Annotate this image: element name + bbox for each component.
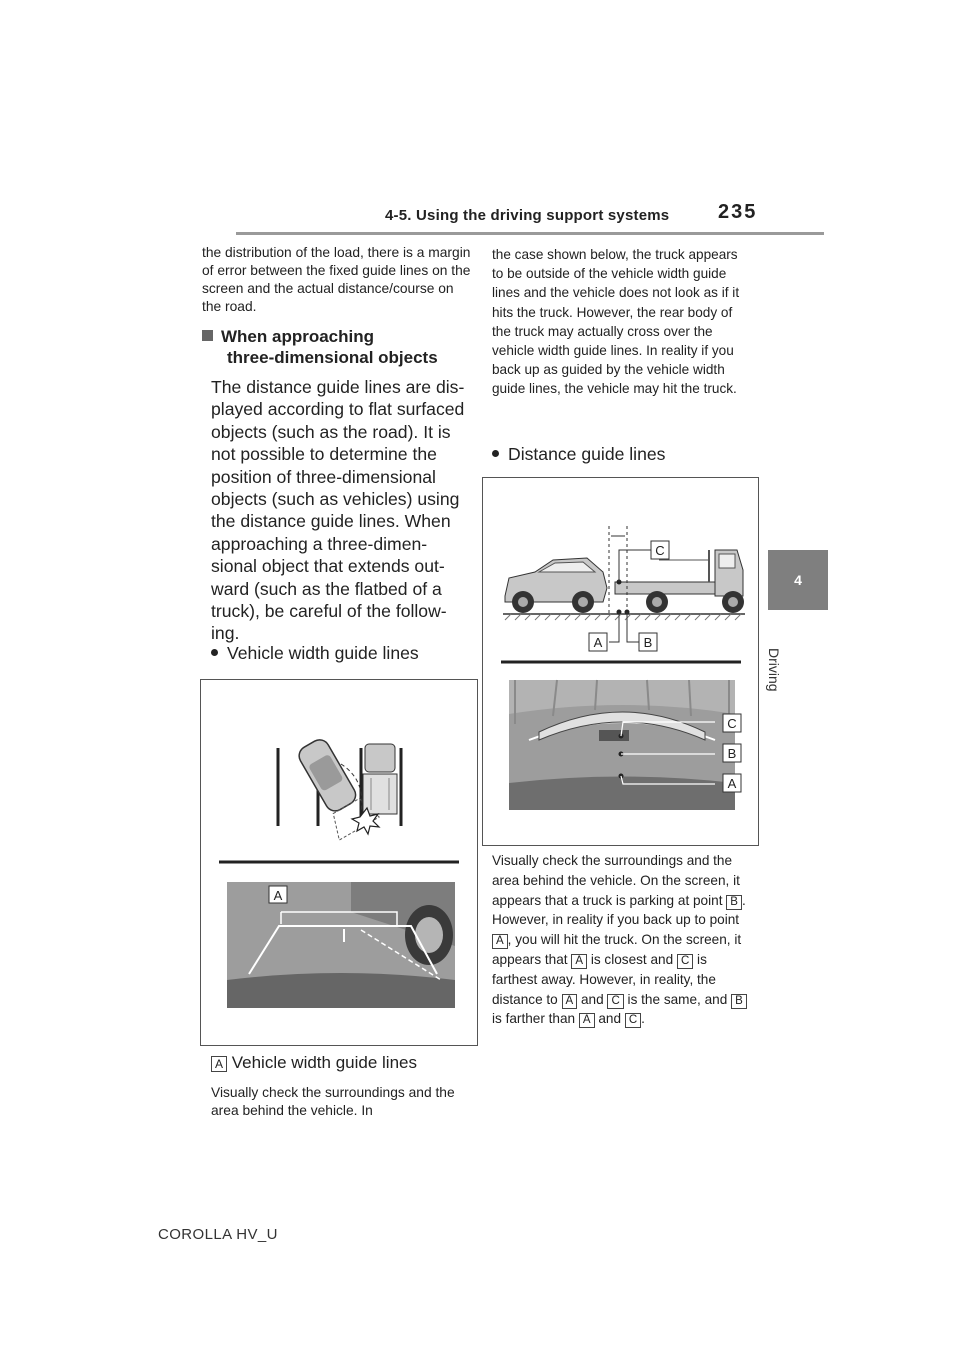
page-number: 235 bbox=[718, 201, 758, 223]
chapter-name: Driving bbox=[766, 648, 782, 692]
section-title: 4-5. Using the driving support systems bbox=[385, 207, 670, 224]
footer-model: COROLLA HV_U bbox=[158, 1226, 278, 1243]
inline-label-a: A bbox=[492, 934, 508, 949]
fig2-screen-label-b: B bbox=[727, 746, 737, 761]
heading-line-1: When approaching bbox=[221, 327, 374, 346]
figure-vehicle-width-illustration bbox=[201, 680, 477, 1045]
right-footnote bbox=[492, 851, 750, 1029]
fig2-screen-label-a: A bbox=[727, 776, 737, 791]
fig2-screen-label-c: C bbox=[727, 716, 737, 731]
bullet-dot-icon bbox=[492, 450, 499, 457]
ground-hatch bbox=[505, 614, 741, 620]
foot-text-1: Visually check the surroundings and the area behind the vehicle. On the screen, it appears that a truck is parking at point bbox=[492, 853, 740, 908]
bullet-label: Vehicle width guide lines bbox=[227, 643, 419, 663]
left-intro-text: the distribution of the load, there is a margin of error between the fixed guide lines on the screen and the actual distance/course on the road. bbox=[202, 245, 471, 314]
figure-distance-guide-lines bbox=[482, 477, 759, 846]
inline-label-a: A bbox=[562, 994, 578, 1009]
caption-label-a: A bbox=[211, 1056, 227, 1072]
fig2-side-label-a: A bbox=[593, 635, 603, 650]
foot-text-9: and bbox=[598, 1011, 622, 1027]
bullet-vehicle-width bbox=[211, 643, 419, 664]
inline-label-c: C bbox=[677, 954, 693, 969]
square-bullet-icon bbox=[202, 330, 213, 341]
truck-top-view bbox=[363, 744, 397, 814]
right-intro-text: the case shown below, the truck appears to be outside of the vehicle width guide lines and the vehicle does not look as if it hits the truck. However, the rear body of the truck may actually cross over the vehicle width guide lines. In reality if you back up as guided by the vehicle width guide lines, the vehicle may hit the truck. bbox=[492, 247, 740, 397]
inline-label-b: B bbox=[726, 895, 742, 910]
section-heading bbox=[202, 326, 482, 368]
bullet-dot-icon bbox=[211, 649, 218, 656]
foot-text-4: is closest and bbox=[590, 951, 674, 967]
foot-text-6: and bbox=[580, 991, 604, 1007]
left-footnote: Visually check the surroundings and the area behind the vehicle. In bbox=[211, 1085, 455, 1118]
chapter-tab: 4 bbox=[768, 550, 828, 610]
bullet-distance-guide bbox=[492, 444, 665, 465]
foot-text-3: , you will hit the truck. On the screen, it appears that bbox=[492, 932, 742, 967]
foot-text-2: . However, in reality if you back up to point bbox=[492, 892, 746, 928]
foot-text-7: is the same, and bbox=[627, 991, 728, 1007]
figure-distance-illustration bbox=[483, 478, 758, 845]
truck-side-view bbox=[615, 550, 744, 613]
fig2-side-label-c: C bbox=[655, 543, 665, 558]
foot-text-8: is farther than bbox=[492, 1011, 576, 1027]
inline-label-c: C bbox=[607, 994, 623, 1009]
left-body-text: The distance guide lines are dis-played according to flat surfaced objects (such as the road). It is not possible to determine the position of three-dimensional objects (such as vehicles) using the distance guide lines. When approaching a three-dimen-sional object that extends out-ward (such as the flatbed of a truck), be careful of the follow-ing. bbox=[211, 377, 465, 644]
car-side-view bbox=[505, 558, 607, 613]
figure-caption bbox=[211, 1053, 417, 1073]
inline-label-b: B bbox=[731, 994, 747, 1009]
foot-text-10: . bbox=[641, 1011, 645, 1027]
header-divider bbox=[236, 232, 824, 235]
fig2-side-label-b: B bbox=[643, 635, 653, 650]
caption-text: Vehicle width guide lines bbox=[231, 1053, 417, 1072]
heading-line-2: three-dimensional objects bbox=[227, 348, 438, 367]
foot-text-5: is farthest away. However, in reality, the distance to bbox=[492, 951, 716, 1007]
inline-label-a: A bbox=[571, 954, 587, 969]
bullet-label: Distance guide lines bbox=[508, 444, 666, 464]
inline-label-a: A bbox=[579, 1013, 595, 1028]
inline-label-c: C bbox=[625, 1013, 641, 1028]
figure-label-a: A bbox=[273, 888, 283, 903]
figure-vehicle-width-guide-lines bbox=[200, 679, 478, 1046]
